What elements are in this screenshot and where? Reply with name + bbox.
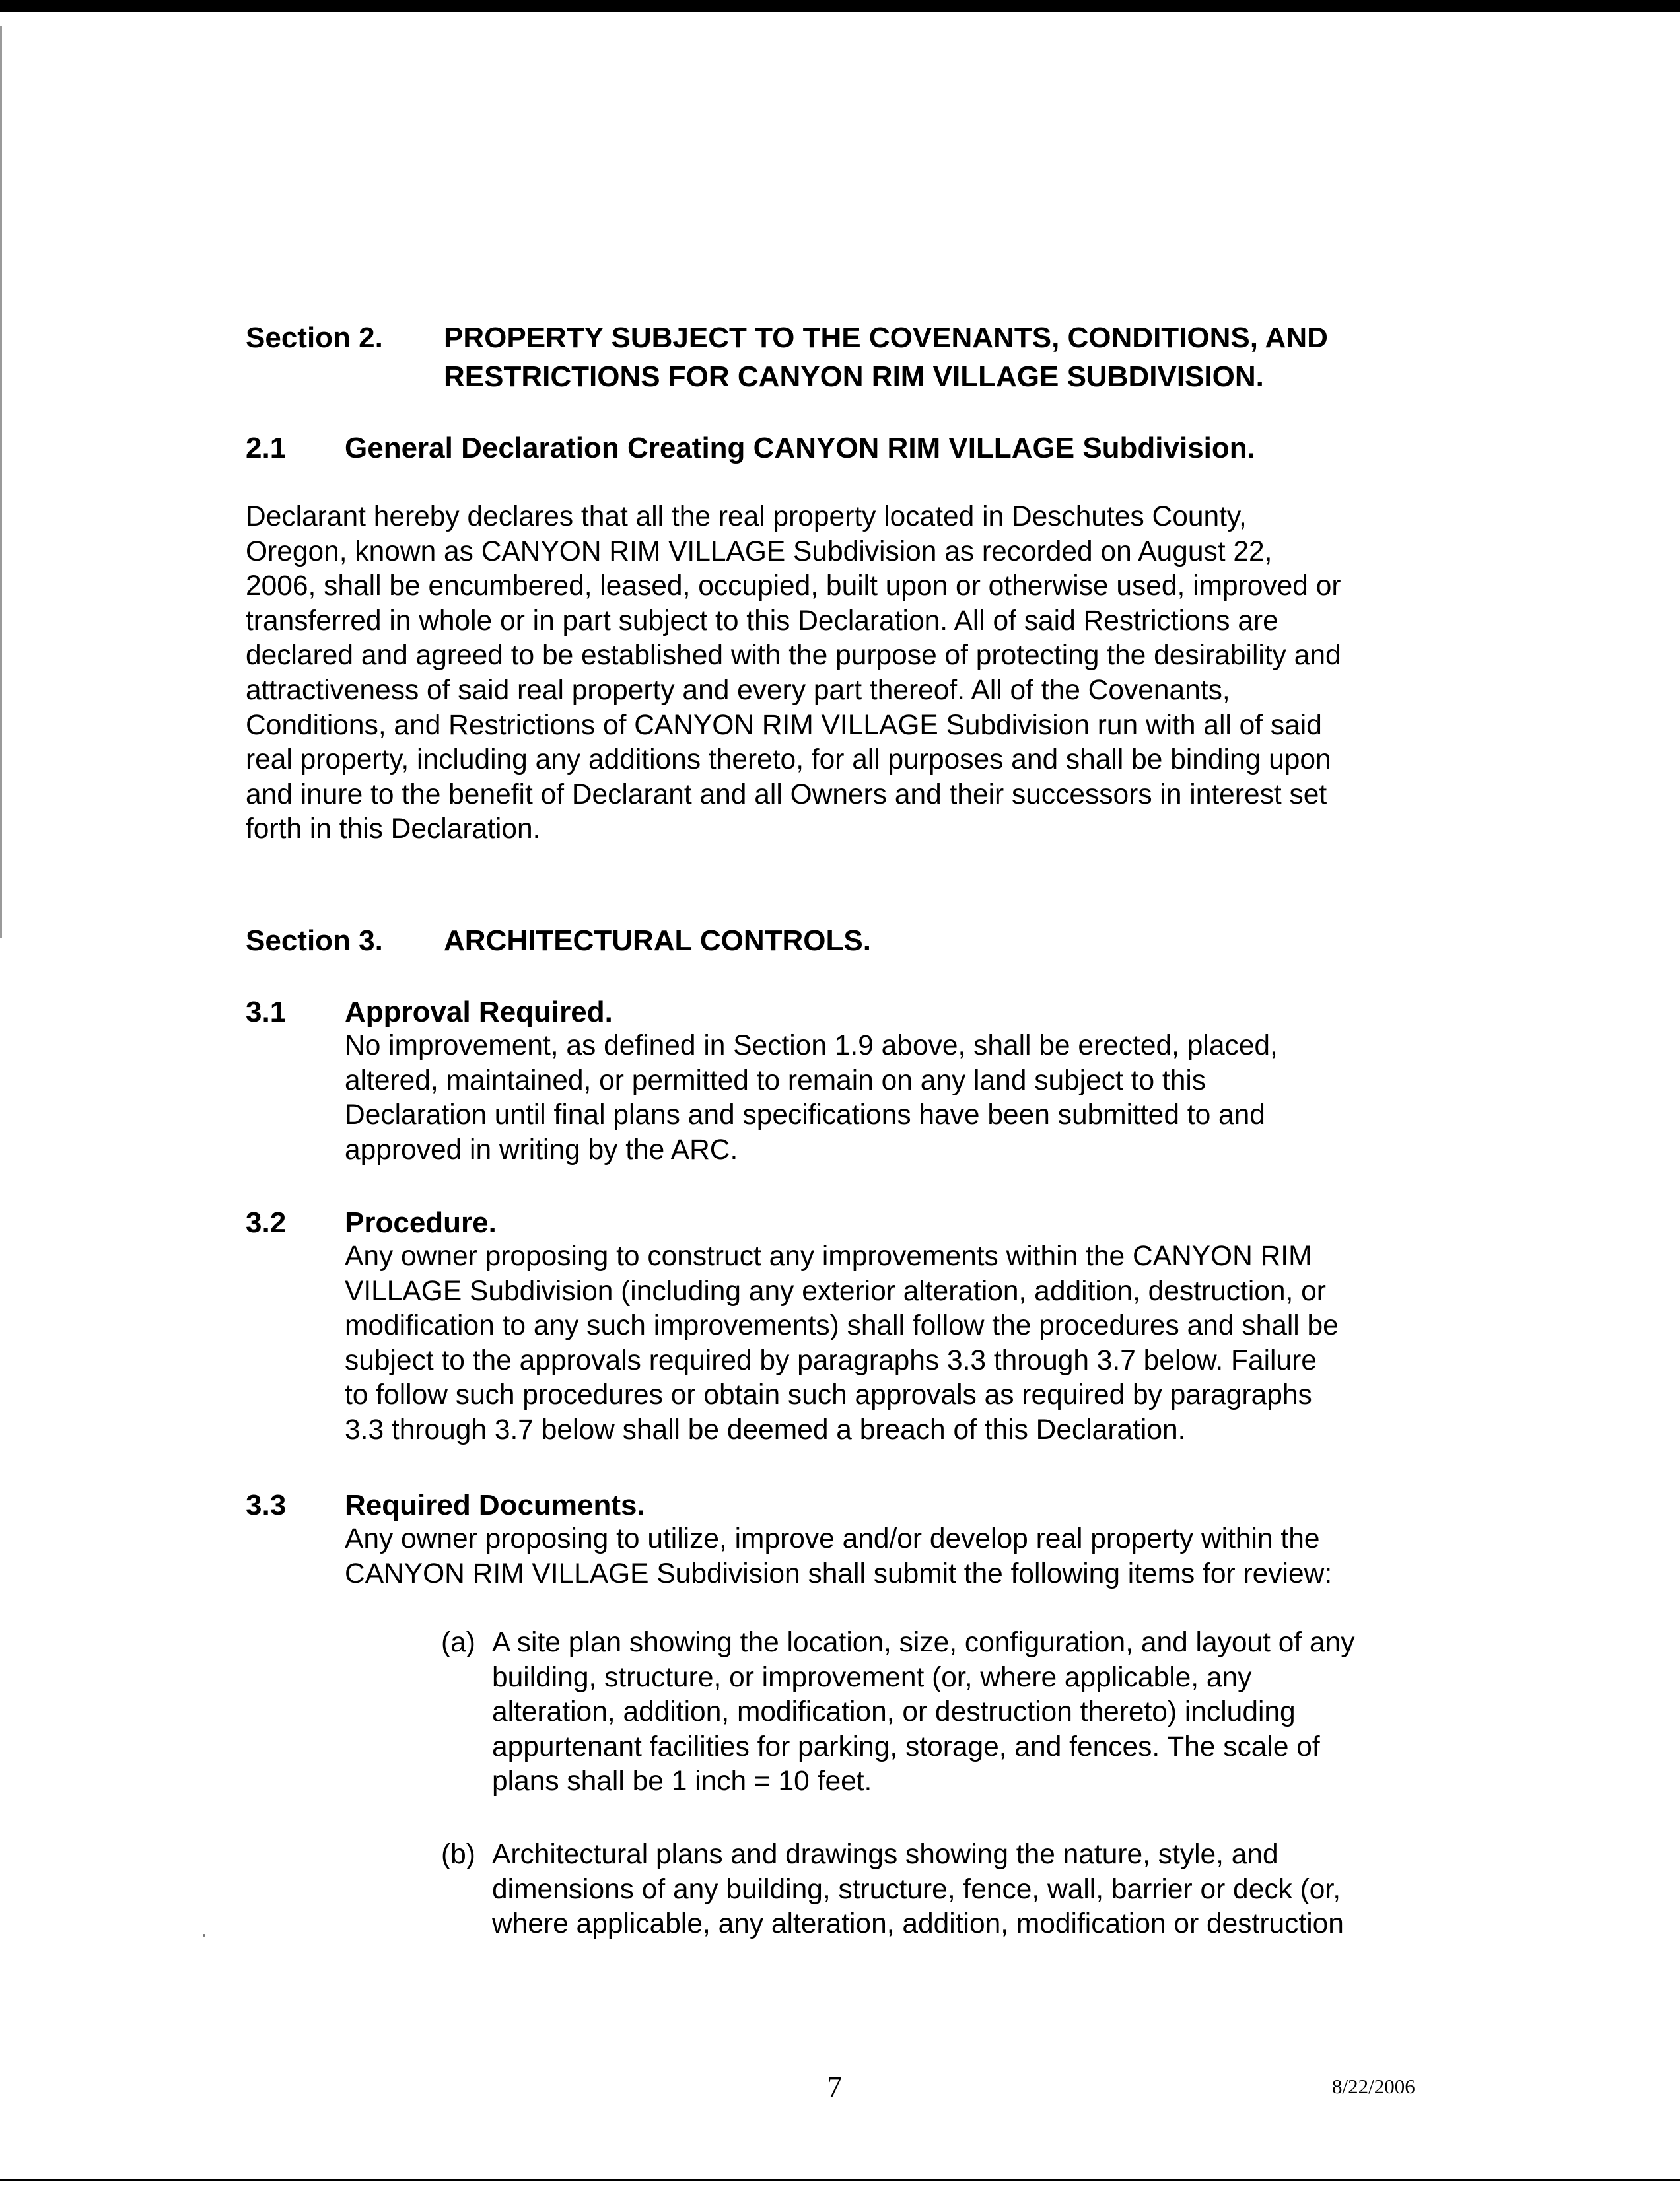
- list-item-text: A site plan showing the location, size, configuration, and layout of any building, structure, or improvement (or, where applicable, any alteration, addition, modification, or destruction thereto) including appurtenant facilities for parking, storage, and fences. The scale of plans shall be 1 inch = 10 feet.: [492, 1627, 1355, 1797]
- list-item-text: Architectural plans and drawings showing the nature, style, and dimensions of any building, structure, fence, wall, barrier or deck (or, where applicable, any alteration, addition, modification or destruction: [492, 1839, 1344, 1940]
- subsection-3-2-number: 3.2: [246, 1206, 287, 1239]
- subsection-2-1-number: 2.1: [246, 432, 287, 464]
- subsection-3-2-body: Any owner proposing to construct any improvements within the CANYON RIM VILLAGE Subdivision (including any exterior alteration, addition, destruction, or modification to any such improvements) shall follow the procedures and shall be subject to the approvals required by paragraphs 3.3 through 3.7 below. Failure to follow such procedures or obtain such approvals as required by paragraphs 3.3 through 3.7 below shall be deemed a breach of this Declaration.: [345, 1241, 1339, 1445]
- subsection-3-3-title: Required Documents.: [345, 1489, 645, 1521]
- section-2-number: Section 2.: [246, 322, 383, 354]
- section-3-number: Section 3.: [246, 924, 383, 957]
- scan-bottom-border: [0, 2179, 1680, 2181]
- footer-date: 8/22/2006: [1332, 2075, 1415, 2098]
- list-item-marker: (b): [441, 1839, 475, 1870]
- subsection-2-1-title: General Declaration Creating CANYON RIM VILLAGE Subdivision.: [345, 432, 1255, 464]
- subsection-3-1-title: Approval Required.: [345, 996, 613, 1028]
- scan-top-border: [0, 0, 1680, 12]
- scan-left-edge: [0, 26, 2, 938]
- page-number: 7: [827, 2070, 842, 2104]
- scan-speck: [203, 1934, 205, 1937]
- section-3-title: ARCHITECTURAL CONTROLS.: [444, 924, 871, 957]
- section-2-title: PROPERTY SUBJECT TO THE COVENANTS, CONDITIONS, AND RESTRICTIONS FOR CANYON RIM VILLAGE SUBDIVISION.: [444, 322, 1328, 393]
- subsection-3-3-number: 3.3: [246, 1489, 287, 1521]
- subsection-3-3-body: Any owner proposing to utilize, improve and/or develop real property within the CANYON RIM VILLAGE Subdivision shall submit the following items for review:: [345, 1523, 1333, 1589]
- subsection-3-1-number: 3.1: [246, 996, 287, 1028]
- list-item-marker: (a): [441, 1627, 475, 1658]
- subsection-2-1-body: Declarant hereby declares that all the real property located in Deschutes County, Oregon, known as CANYON RIM VILLAGE Subdivision as recorded on August 22, 2006, shall be encumbered, leased, occupied, built upon or otherwise used, improved or transferred in whole or in part subject to this Declaration. All of said Restrictions are declared and agreed to be established with the purpose of protecting the desirability and attractiveness of said real property and every part thereof. All of the Covenants, Conditions, and Restrictions of CANYON RIM VILLAGE Subdivision run with all of said real property, including any additions thereto, for all purposes and shall be binding upon and inure to the benefit of Declarant and all Owners and their successors in interest set forth in this Declaration.: [246, 501, 1341, 845]
- subsection-3-1-body: No improvement, as defined in Section 1.9 above, shall be erected, placed, altered, maintained, or permitted to remain on any land subject to this Declaration until final plans and specifications have been submitted to and approved in writing by the ARC.: [345, 1030, 1278, 1165]
- subsection-3-2-title: Procedure.: [345, 1206, 497, 1239]
